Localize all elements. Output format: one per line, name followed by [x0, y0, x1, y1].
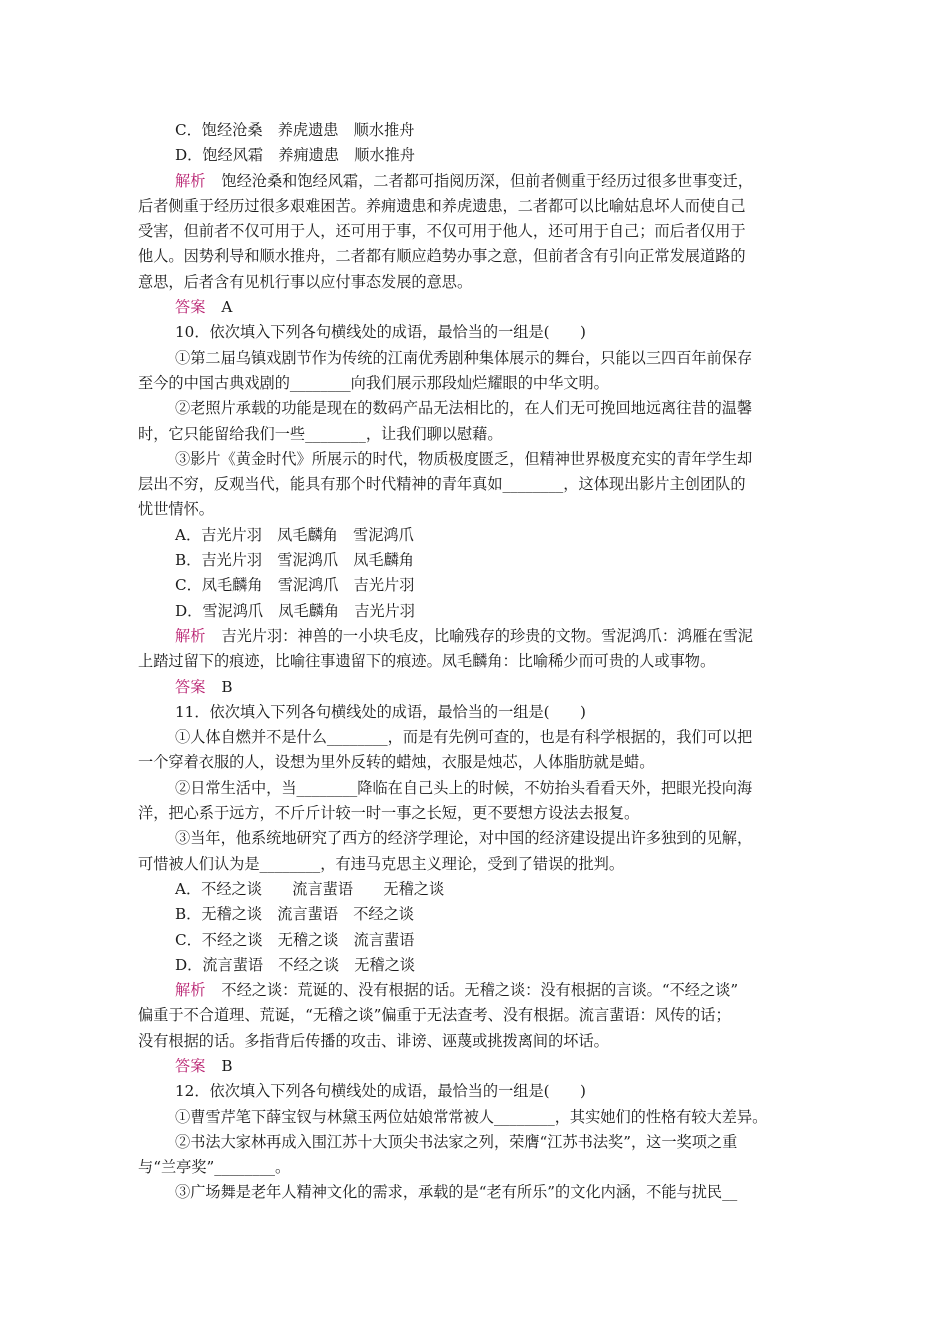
text-line — [138, 700, 818, 725]
line-text: ①第二届乌镇戏剧节作为传统的江南优秀剧种集体展示的舞台，只能以三四百年前保存 — [175, 348, 753, 367]
line-text: 上踏过留下的痕迹，比喻往事遗留下的痕迹。凤毛麟角：比喻稀少而可贵的人或事物。 — [138, 652, 716, 671]
line-text: ③当年，他系统地研究了西方的经济学理论，对中国的经济建设提出许多独到的见解， — [175, 829, 753, 848]
text-line — [138, 1180, 818, 1205]
line-text: D．雪泥鸿爪 凤毛麟角 吉光片羽 — [175, 601, 415, 620]
line-text: 受害，但前者不仅可用于人，还可用于事，不仅可用于他人，还可用于自己；而后者仅用于 — [138, 222, 746, 241]
line-text: A．不经之谈 流言蜚语 无稽之谈 — [175, 879, 445, 898]
line-text: A — [221, 298, 233, 317]
text-line — [138, 346, 818, 371]
line-text: 不经之谈：荒诞的、没有根据的话。无稽之谈：没有根据的言谈。“不经之谈” — [221, 981, 739, 1000]
line-text: ③影片《黄金时代》所展示的时代，物质极度匮乏，但精神世界极度充实的青年学生却 — [175, 449, 753, 468]
text-line — [138, 801, 818, 826]
line-text: ③广场舞是老年人精神文化的需求，承载的是“老有所乐”的文化内涵，不能与扰民__ — [175, 1183, 738, 1202]
line-text: B — [221, 677, 233, 696]
text-line — [138, 219, 818, 244]
text-line — [138, 902, 818, 927]
text-line — [138, 548, 818, 573]
text-line — [138, 928, 818, 953]
line-text: ②日常生活中，当________降临在自己头上的时候，不妨抬头看看天外，把眼光投向海 — [175, 778, 753, 797]
text-line — [138, 472, 818, 497]
line-text: 层出不穷，反观当代，能具有那个时代精神的青年真如________，这体现出影片主创团队的 — [138, 475, 746, 494]
line-text: 与“兰亭奖”________。 — [138, 1158, 291, 1177]
text-line — [138, 396, 818, 421]
line-label: 答案 — [175, 677, 206, 696]
line-label: 答案 — [175, 1056, 206, 1075]
text-line — [138, 953, 818, 978]
text-line — [138, 1155, 818, 1180]
line-text: 12．依次填入下列各句横线处的成语，最恰当的一组是( ) — [175, 1082, 586, 1101]
labeled-line — [138, 1054, 818, 1079]
line-text: 一个穿着衣服的人，设想为里外反转的蜡烛，衣服是烛芯，人体脂肪就是蜡。 — [138, 753, 655, 772]
text-line — [138, 118, 818, 143]
line-text: ①曹雪芹笔下薛宝钗与林黛玉两位姑娘常常被人________，其实她们的性格有较大差异。 — [175, 1107, 768, 1126]
line-text: 偏重于不合道理、荒诞，“无稽之谈”偏重于无法查考、没有根据。流言蜚语：风传的话； — [138, 1006, 731, 1025]
line-text: 饱经沧桑和饱经风霜，二者都可指阅历深，但前者侧重于经历过很多世事变迁， — [221, 171, 753, 190]
line-text: 时，它只能留给我们一些________，让我们聊以慰藉。 — [138, 424, 503, 443]
line-text: 吉光片羽：神兽的一小块毛皮，比喻残存的珍贵的文物。雪泥鸿爪：鸿雁在雪泥 — [221, 626, 753, 645]
labeled-line — [138, 978, 818, 1003]
line-text: C．饱经沧桑 养虎遗患 顺水推舟 — [175, 121, 415, 139]
text-line — [138, 1105, 818, 1130]
labeled-line — [138, 624, 818, 649]
line-label: 解析 — [175, 626, 206, 645]
text-line — [138, 244, 818, 269]
text-line — [138, 1029, 818, 1054]
line-label: 解析 — [175, 171, 206, 190]
line-text: B．吉光片羽 雪泥鸿爪 凤毛麟角 — [175, 551, 414, 570]
line-text: C．不经之谈 无稽之谈 流言蜚语 — [175, 930, 415, 949]
text-line — [138, 776, 818, 801]
text-line — [138, 371, 818, 396]
line-text: 后者侧重于经历过很多艰难困苦。养痈遗患和养虎遗患，二者都可以比喻姑息坏人而使自己 — [138, 196, 746, 215]
line-label: 答案 — [175, 298, 206, 317]
labeled-line — [138, 169, 818, 194]
line-text: 可惜被人们认为是________，有违马克思主义理论，受到了错误的批判。 — [138, 854, 624, 873]
text-line — [138, 725, 818, 750]
labeled-line — [138, 675, 818, 700]
line-text: ②老照片承载的功能是现在的数码产品无法相比的，在人们无可挽回地远离往昔的温馨 — [175, 399, 753, 418]
labeled-line — [138, 295, 818, 320]
document-page — [138, 118, 818, 1206]
line-text: 10．依次填入下列各句横线处的成语，最恰当的一组是( ) — [175, 323, 586, 342]
text-line — [138, 599, 818, 624]
line-text: C．凤毛麟角 雪泥鸿爪 吉光片羽 — [175, 576, 415, 595]
text-line — [138, 573, 818, 598]
text-line — [138, 447, 818, 472]
text-line — [138, 1079, 818, 1104]
line-text: B — [221, 1056, 233, 1075]
line-text: A．吉光片羽 凤毛麟角 雪泥鸿爪 — [175, 525, 414, 544]
line-text: B．无稽之谈 流言蜚语 不经之谈 — [175, 905, 414, 924]
line-label: 解析 — [175, 981, 206, 1000]
line-text: 他人。因势利导和顺水推舟，二者都有顺应趋势办事之意，但前者含有引向正常发展道路的 — [138, 247, 746, 266]
line-text: 至今的中国古典戏剧的________向我们展示那段灿烂耀眼的中华文明。 — [138, 373, 609, 392]
text-line — [138, 852, 818, 877]
text-line — [138, 497, 818, 522]
text-line — [138, 523, 818, 548]
text-line — [138, 143, 818, 168]
line-text: 忧世情怀。 — [138, 500, 214, 519]
text-line — [138, 826, 818, 851]
line-text: ②书法大家林再成入围江苏十大顶尖书法家之列，荣膺“江苏书法奖”，这一奖项之重 — [175, 1132, 738, 1151]
text-line — [138, 877, 818, 902]
line-text: ①人体自燃并不是什么________，而是有先例可查的，也是有科学根据的，我们可以把 — [175, 728, 753, 747]
line-text: 没有根据的话。多指背后传播的攻击、诽谤、诬蔑或挑拨离间的坏话。 — [138, 1031, 609, 1050]
text-line — [138, 194, 818, 219]
text-line — [138, 649, 818, 674]
text-line — [138, 422, 818, 447]
line-text: 意思，后者含有见机行事以应付事态发展的意思。 — [138, 272, 473, 291]
text-line — [138, 1003, 818, 1028]
text-line — [138, 750, 818, 775]
text-line — [138, 270, 818, 295]
text-line — [138, 320, 818, 345]
line-text: 11．依次填入下列各句横线处的成语，最恰当的一组是( ) — [175, 702, 586, 721]
line-text: D．流言蜚语 不经之谈 无稽之谈 — [175, 955, 415, 974]
line-text: 洋，把心系于远方，不斤斤计较一时一事之长短，更不要想方设法去报复。 — [138, 804, 640, 823]
line-text: D．饱经风霜 养痈遗患 顺水推舟 — [175, 146, 415, 165]
text-line — [138, 1130, 818, 1155]
